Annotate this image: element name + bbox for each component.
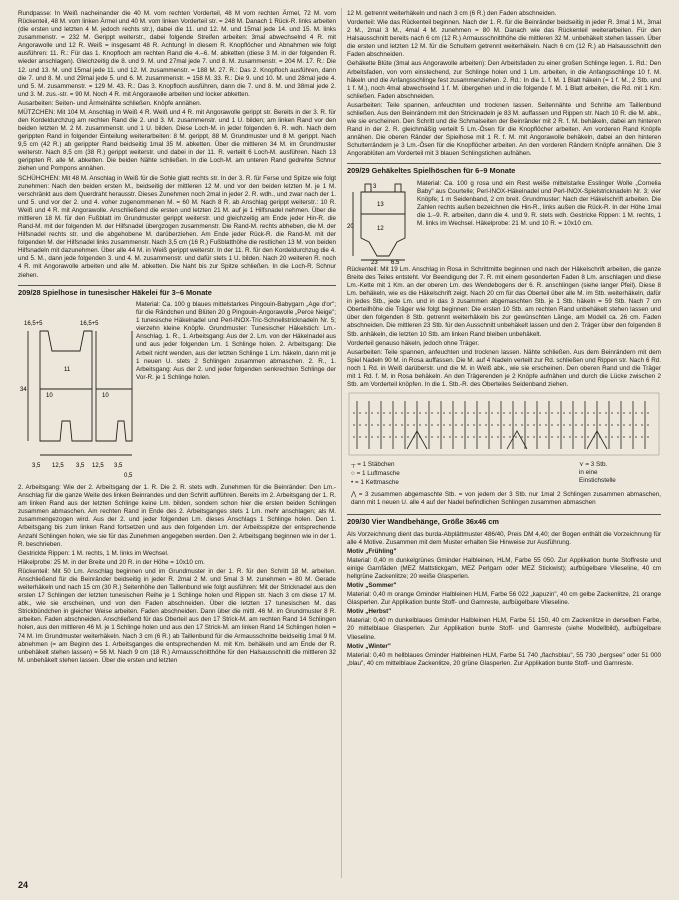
- dim-label: 23: [371, 259, 378, 264]
- fan-symbol-icon: ⋎: [579, 461, 584, 469]
- dim-label: 3,5: [32, 463, 41, 470]
- right-column: [347, 10, 661, 669]
- pattern-schematic: [18, 301, 134, 481]
- paragraph: 2. Arbeitsgang: Wie der 2. Arbeitsgang der 1. R. Die 2. R. stets wdh. Zunehmen für die Beinränder: Den Lm.-Anschlag für die ganze Weite des linken Beinrandes und den Schritt aufführen. Bereits im 2. Arbeitsgang der 1. R. am linken Rand aus der letzten Schlinge keine Lm. bilden, sondern schon hier die ersten beiden Schlingen zusammen abmaschen. Am rechten Rand in Ende des 2. Arbeitsganges stets 1 Lm. mehr anschlagen; als M. zusammengezogen wird. Aus der 2. und jeder folgenden Lm. dieses Anschlags 1 Schlinge holen. Den 1. Arbeitsgang bis zum linken Rand fortsetzen und aus den folgenden Lm. der Arbeitsspitze der entsprechende Anzahl Schlingen holen, wie sie für das Zunehmen angegeben werden. Den 2. Arbeitsgang beginnen wie in der 1. R. beschrieben.: [18, 484, 336, 548]
- paragraph: Häkelprobe: 25 M. in der Breite und 20 R. in der Höhe = 10x10 cm.: [18, 558, 205, 566]
- paragraph: Als Vorzeichnung dient das burda-Abplättmuster 486/40, Preis DM 4,40; der Bogen enthält die Vorzeichnung für alle 4 Motive. Zusammen mit dem Muster erhalten Sie Hinweise zur Ausführung.: [347, 530, 661, 546]
- pattern-schematic: [347, 180, 413, 264]
- paragraph: Ausarbeiten: Seiten- und Ärmelnähte schließen. Knöpfe annähen.: [18, 99, 202, 107]
- cluster-symbol-icon: ⋀: [351, 491, 357, 499]
- paragraph: Material: 0,40 m dunkelgrünes Gminder Halbleinen, HLM, Farbe 55 050. Zur Applikation bunte Stoffreste und einige Garnfäden (MEZ Mattstickgarn, MEZ Perlgarn oder MEZ Stickwist); aufbügelbare Vlieseline, 40 cm hellgrüne Zackenlitze; 20 weiße Glasperlen.: [347, 556, 661, 580]
- paragraph: Ausarbeiten: Teile spannen, anfeuchten und trocknen lassen. Seitennähte und Schritte am Taillenbund schließen. Aus den Beinrändern mit den Stricknadeln je 83 M. auffassen und Rippen str. Nach 10 R. die M. abk., wie sie erscheinen. Den Schritt und die Schmalseiten der Beinränder mit 2 R. f. M. behäkeln, dabei am hinteren Rand in der 2. R. gleichmäßig verteilt 5 Lm.-Ösen für die Knopflöcher arbeiten. Am vorderen Rand Knöpfe annähen. Die oberen Ränder der Spielhose mit 1 R. f. M. mit Angorawolle behäkeln, dabei an den hinteren Schulterrändern je 3 Lm.-Ösen für die Knopflöcher arbeiten. An den vorderen Rändern Knöpfe annähen. Die 3 Angorablüten am Vorderteil mit 3 blauen Schlingstichen aufnähen.: [347, 101, 661, 158]
- dim-label: 16,5+5: [80, 321, 99, 328]
- dim-label: 13: [377, 201, 384, 208]
- paragraph: Rundpasse: In Weiß nacheinander die 40 M. vom rechten Vorderteil, 48 M vom rechten Ärmel, 72 M. vom Rückenteil, 48 M. vom linken Ärmel und 40 M. vom linken Vorderteil str. = 248 M. Danach 1 Rück-R. links arbeiten (die ersten und letzten 4 M. jedoch rechts str.), dabei die 11. und 12. M. und 15mal jede 14. und 15. M. links zusammenstr. = 232 M. Gerippt weiterstr., dabei folgende Streifen arbeiten: 3mal abwechselnd 4 R. mit Angorawolle und 12 R. Weiß = insgesamt 48 R. Achtung! In diesem R. Knopflöcher und Abnahmen wie folgt ausführen: 11. R.: Für das 1. Knopfloch am rechten Rand die 4.–6. M. abketten (diese 3 M. in der folgenden R. wieder anschlagen). Gleichzeitig die 8. und 9. M. und 27mal jede 7. und 8. M. zusammenstr. = 204 M. 17. R.: Die 12. und 13. M. und 15mal jede 11. und 12. M. zusammenstr. = 188 M. 27. R.: Das 2. Knopfloch ausführen, dann die 7. und 8. M. und 29mal jede 5. und 6. M. zusammenstr. = 158 M. 33. R.: Die 9. und 10. M. und 28mal jede 4. und 5. M. zusammenstr. = 129 M. 43. R.: Das 3. Knopfloch ausführen, dann die 7. und 8. M. und 38mal jede 2. und 3. M. zus.-str. = 90 M. Noch 4 R. mit Angorawolle arbeiten und locker abketten.: [18, 10, 336, 98]
- section-heading: 209/28 Spielhose in tunesischer Häkelei für 3–6 Monate: [18, 285, 336, 298]
- legend-3stb: [579, 461, 663, 485]
- legend-together: [351, 491, 661, 507]
- legend-label: = 1 Kettmasche: [354, 479, 399, 487]
- pattern-figure-block: [347, 180, 661, 264]
- crochet-symbol-chart: [347, 391, 661, 457]
- paragraph: SCHÜHCHEN: Mit 48 M. Anschlag in Weiß für die Sohle glatt rechts str. In der 3. R. für Ferse und Spitze wie folgt zunehmen: Nach den beiden ersten M., beidseitig der mittleren 12 M. und vor den beiden letzten M. je 1 M. verschränkt aus dem Querdraht herausstr. Dieses Zunehmen noch 2mal in jeder 2. R. wdh., und zwar nach der 1. und 5. und vor der 2. und 4. voher zugenommenen M. = 60 M. Nach 8 R. ab Anschlag gerippt weiterstr.: 10 R. Weiß und 4 R. mit Angorawolle. Anschließend die ersten und letzten 21 M. auf je 1 Hilfsnadel nehmen. Über die mittleren 18 M. für den Fußblatt im Grundmuster gerippt weiterstr. und gleichzeitig am Ende jeder Hin-R. die Rand-M. mit der folgenden M. der Hilfsnadel übergzogen zusammenstr. Die Rand-M. rechts abheben, die M. der Hilfsnadel rechts str. und die abgehobene M. darüberziehen. Am Ende jeder Rück-R. die Rand-M. mit der folgenden M. der Hilfsnadel links zusammenstr. Nach 3,5 cm (16 R.) Fußblatthöhe die restlichen 13 M. von beiden Hilfsnadeln mit dazunehmen. Über alle 44 M. in Weiß gerippt weiterstr. In der 11. R. für den Kordeldurchzug die 4. und 5. M., dann jede folgenden 3. und 4. M. zusammenstr. und dafür stets 1 U. bilden. Nach 20 weiteren R. noch 4 R. mit Angorawolle arbeiten und alle M. abketten. Die Naht bis zur Spitze schließen. In die Loch-R. Schnur ziehen.: [18, 174, 336, 279]
- paragraph: Vorderteil: Wie das Rückenteil beginnen. Nach der 1. R. für die Beinränder beidseitig in jeder R. 3mal 1 M., 3mal 2 M., 2mal 3 M., 4mal 4 M. zunehmen = 80 M. Danach wie das Rückenteil weiterarbeiten. Für den Halsausschnitt bereits nach 6 cm (12 R.) Armausschnitthöhe die mittleren 32 M. unbehäkelt stehen lassen. Über die ersten und letzten 12 M. für die Schultern getrennt weiterhäkeln. Nach 6 cm (12 R.) ab Halsausschnitt den Faden abschneiden.: [347, 19, 661, 59]
- paragraph: Material: 0,40 m hellblaues Gminder Halbleinen HLM, Farbe 51 740 „flachsblau", 55 730 „bergsee" oder 51 000 „blau", 40 cm mittelblaue Zackenlitze, 20 grüne Glasperlen. Zur Applikation bunte Stoff- und Garnreste.: [347, 651, 661, 667]
- legend-stb: [351, 461, 395, 469]
- crochet-chart: [347, 391, 661, 509]
- page-number: 24: [18, 880, 29, 890]
- dim-label: 6,5: [391, 259, 400, 264]
- dim-label: 11: [64, 367, 71, 374]
- dim-label: 3,5: [114, 463, 123, 470]
- motif-heading: Motiv „Herbst": [347, 608, 392, 616]
- paragraph: Gestrickte Rippen: 1 M. rechts, 1 M. links im Wechsel.: [18, 549, 169, 557]
- legend-label: Einstichstelle: [579, 477, 616, 485]
- legend-lm: [351, 470, 400, 478]
- paragraph: 12 M. getrennt weiterhäkeln und nach 3 cm (6 R.) den Faden abschneiden.: [347, 10, 557, 17]
- legend-label: = 1 Stäbchen: [357, 461, 395, 469]
- paragraph: Rückenteil: Mit 50 Lm. Anschlag beginnen und im Grundmuster in der 1. R. für den Schritt 18 M. arbeiten. Anschließend für die Beinränder beidseitig in jeder R. 2mal 2 M. und 5mal 3 M. zunehmen = 80 M. Gerade weiterhäkeln und nach 15 cm (30 R.) Seitenhöhe den Taillenbund wie folgt ausführen: Mit der Stricknadel aus den ersten 17 Schlingen der letzten tunesischen Reihe je 1 Schlinge holen und Rippen str. Nach 3 cm diese 17 M. abk., wie sie erscheinen, und von den Faden abschneiden. Über die letzten 17 tunesischen M. das Strickbündchen in gleicher Weise arbeiten. Faden abschneiden. Dann über die mittl. 46 M. im Grundmuster 8 R. arbeiten. Faden abschneiden. Anschließend für das Oberteil aus den 17 Strick-M. am rechten Rand 14 Schlingen holen, aus den mittleren 46 M. je 1 Schlinge holen und aus den 17 Strick-M. am linken Rand 14 Schlingen holen = 74 M. Im Grundmuster weiterhäkeln. Nach 3 cm (6 R.) ab Taillenbund für die Armausschnitte beidseitig 1mal 9 M. abnehmen (= am Beginn des 1. Arbeitsganges die entsprechenden M. mit Km. behäkeln und am Ende der R. unbehäkelt stehen lassen) = 56 M. Nach 9 cm (18 R.) Armausschnitthöhe für den Halsausschnitt die mittleren 32 M. unbehäkelt stehen lassen. Über die ersten und letzten: [18, 567, 336, 664]
- legend-label: in eine: [579, 469, 598, 477]
- dim-label: 12,5: [92, 463, 104, 470]
- pattern-figure-block: [18, 301, 336, 481]
- dim-label: 3: [373, 183, 377, 190]
- motif-heading: Motiv „Frühling": [347, 547, 397, 555]
- dim-label: 10: [102, 393, 109, 400]
- paragraph: Material: 0,40 m dunkelblaues Gminder Halbleinen HLM, Farbe 51 150, 40 cm Zackenlitze in derselben Farbe, 20 mittelblaue Glasperlen. Zur Applikation bunte Stoff- und Garnreste (siehe Modellbild), aufbügelbare Vlieseline.: [347, 617, 661, 641]
- dim-label: 0,5: [124, 473, 133, 480]
- paragraph: Vorderteil genauso häkeln, jedoch ohne Träger.: [347, 339, 479, 347]
- motif-heading: Motiv „Winter": [347, 642, 391, 650]
- chain-symbol-icon: ○: [351, 470, 355, 478]
- material-text: Material: Ca. 100 g blaues mittelstarkes Pingouin-Babygarn „Age d'or"; für die Rändchen und Blüten 20 g Pingouin-Angorawolle „Perce Neige"; 1 tunesische Häkelnadel und Perl-INOX-Tric-Schnellstricknadeln Nr. 5; vierzehn kleine Knöpfe. Grundmuster: Tunesischer Häkelstich: Lm.-Anschlag. 1. R., 1. Arbeitsgang: Aus der 2. Lm. von der Häkelnadel aus und aus jeder folgenden Lm. 1 Schlinge holen. 2. Arbeitsgang: Die Arbeit nicht wenden, aus der letzten Schlinge 1 Lm. häkeln, dann mit je 1 neuen U. stets 2 Schlingen zusammen abmaschen. 2. R., 1. Arbeitsgang: Aus der 2. und jeder folgenden senkrechten Schlinge der Vor-R. je 1 Schlinge holen.: [136, 301, 336, 381]
- legend-label: = 3 Stb.: [585, 461, 608, 469]
- dim-label: 34: [20, 387, 27, 394]
- legend-label: = 3 zusammen abgemaschte Stb. = von jedem der 3 Stb. nur 1mal 2 Schlingen zusammen abmaschen, dann mit 1 neuen U. alle 4 auf der Nadel befindlichen Schlingen zusammen abmaschen: [351, 491, 662, 507]
- paragraph: Material: 0,40 m orange Gminder Halbleinen HLM, Farbe 56 022 „kapuzin", 40 cm gelbe Zackenlitze, 21 orange Glasperlen. Zur Applikation bunte Stoff- und Garnreste, aufbügelbare Vlieseline.: [347, 591, 661, 607]
- material-text: Material: Ca. 100 g rosa und ein Rest weiße mittelstarke Esslinger Wolle „Cornelia Baby" aus Courtelle; Perl-INOX-Häkelnadel und Perl-INOX-Spielstricknadeln Nr. 3; vier Knöpfe; 1 m Seidenband, 2 cm breit. Grundmuster: Nach der Häkelschrift arbeiten. Die Zahlen rechts außen bezeichnen die Hin-R., links außen die Rück-R. In der Höhe 1mal die 1.–9. R. arbeiten, dann die 4. und 9. R. stets wdh. Gestricke Rippen: 1 M. rechts, 1 M. links im Wechsel. Häkelprobe: 21 M. und 10 R. = 10x10 cm.: [417, 179, 661, 228]
- paragraph: MÜTZCHEN: Mit 104 M. Anschlag in Weiß 4 R. Weiß und 4 R. mit Angorawolle gerippt str. Bereits in der 3. R. für den Kordeldurchzug am rechten Rand die 2. und 3. M. zusammenstr. und 1 U. bilden; am linken Rand vor den beiden letzten M. 2 M. zusammenstr. und 1 U. bilden. Diese Loch-M. in jeder folgenden 6. R. wdh. Nach dem gerippten Rand in folgender Einteilung weiterarbeiten: 8 M. gerippt, 88 M. Grundmuster und 8 M. gerippt. Nach 9,5 cm (42 R.) ab gerippter Rand beidseitig 1mal 35 M. abketten. Über die mittleren 34 M. im Grundmuster weiterstr. Nach 8,5 cm (38 R.) gerippt weiterstr. und dabei in der 11. R. verteilt 6 Loch-M. ausführen. Nach 13 gerippten R. alle M. abketten. Die beiden Nähte schließen. In die Loch-M. am unteren Rand gedrehte Schnur ziehen und Pompons annähen.: [18, 108, 336, 173]
- dim-label: 20: [347, 223, 354, 230]
- paragraph: Rückenteil: Mit 19 Lm. Anschlag in Rosa in Schrittmitte beginnen und nach der Häkelschrift arbeiten, die ganze Breite des Teiles entsteht. Vor Beendigung der 7. R. mit einem gesonderten Faden 8 Lm. anschlagen und diese Lm.-Kette mit 1 Km. an der oberen Lm. des Wendebogens der 6. R. anschlingen (siehe langer Pfeil). Diese 8 Lm. behäkeln, wie es die Häkelschrift zeigt. Nach 20 cm für das Oberteil über alle M. im Stb. weiterhäkeln, dafür in jedes Stb., jede Lm. und in das 3 zusammen abgemaschten Stb. je 1 Stb. häkeln = 59 Stb. Nach 7 cm Oberteilhöhe die Träger wie folgt beginnen: Die ersten 10 Stb. am rechten Rand unbehäkelt stehen lassen und über den folgenden 8 Stb. getrennt weiterhäkeln bis zur gewünschten Länge, am Modell ca. 26 cm. Faden abschneiden. Die mittleren 23 Stb. für den Ausschnitt unbehäkelt lassen und den 2. Träger über den folgenden 8 Stb. anhäkeln, die letzten 10 Stb. am linken Rand bleiben unbehäkelt.: [347, 265, 661, 338]
- left-column: [18, 10, 336, 666]
- dim-label: 16,5+5: [24, 321, 43, 328]
- column-divider: [341, 8, 342, 878]
- section-heading: 209/29 Gehäkeltes Spielhöschen für 6–9 Monate: [347, 163, 661, 176]
- paragraph: Ausarbeiten: Teile spannen, anfeuchten und trocknen lassen. Nähte schließen. Aus dem Beinrändern mit dem Spiel Nadeln 90 M. in Rosa auffassen. Die M. auf 4 Nadeln verteilt zur Rd. schließen und Rippen str. Nach 6 Rd. noch 1 Rd. in Weiß darüberstr. und die M. in Weiß abk., wie sie erscheinen. Den oberen Rand und die Träger mit 1 Rd. f. M. in Rosa behäkeln. An den Trägerenden je 2 Knöpfe aufnähen und durch die Lücke zwischen 2 Stb. am Vorderteil knöpfen. In die 1. Stb.-R. des Oberteiles Seidenband ziehen.: [347, 348, 661, 389]
- slip-stitch-icon: •: [351, 479, 354, 487]
- stitch-symbol-icon: ┬: [351, 461, 356, 469]
- section-heading: 209/30 Vier Wandbehänge, Größe 36x46 cm: [347, 514, 661, 527]
- pattern-piece-front: [96, 331, 132, 441]
- pattern-piece-back: [40, 331, 92, 441]
- motif-heading: Motiv „Sommer": [347, 582, 397, 590]
- paragraph: Gehäkelte Blüte (3mal aus Angorawolle arbeiten): Den Arbeitsfaden zu einer großen Schlinge legen. 1. Rd.: Den Arbeitsfaden, von vorn einstechend, zur Schlinge holen und 1 Lm. arbeiten, in die Anfangsschlinge 10 f. M. häkeln und die Anfangsschlinge fest zusammenziehen. 2. Rd.: In die 1. f. M. 1 Blatt häkeln (= 1 f. M., 2 Stb. und 1 f. M.), noch 4mal abwechselnd 1 f. M. übergehen und in die folgende f. M. 1 Blatt arbeiten, die Rd. mit 1 Km. schließen. Faden abschneiden.: [347, 60, 661, 100]
- legend-label: = 1 Luftmasche: [356, 470, 400, 478]
- dim-label: 10: [46, 393, 53, 400]
- dim-label: 3,5: [76, 463, 85, 470]
- dim-label: 12: [377, 225, 384, 232]
- dim-label: 12,5: [52, 463, 64, 470]
- legend-km: [351, 479, 399, 487]
